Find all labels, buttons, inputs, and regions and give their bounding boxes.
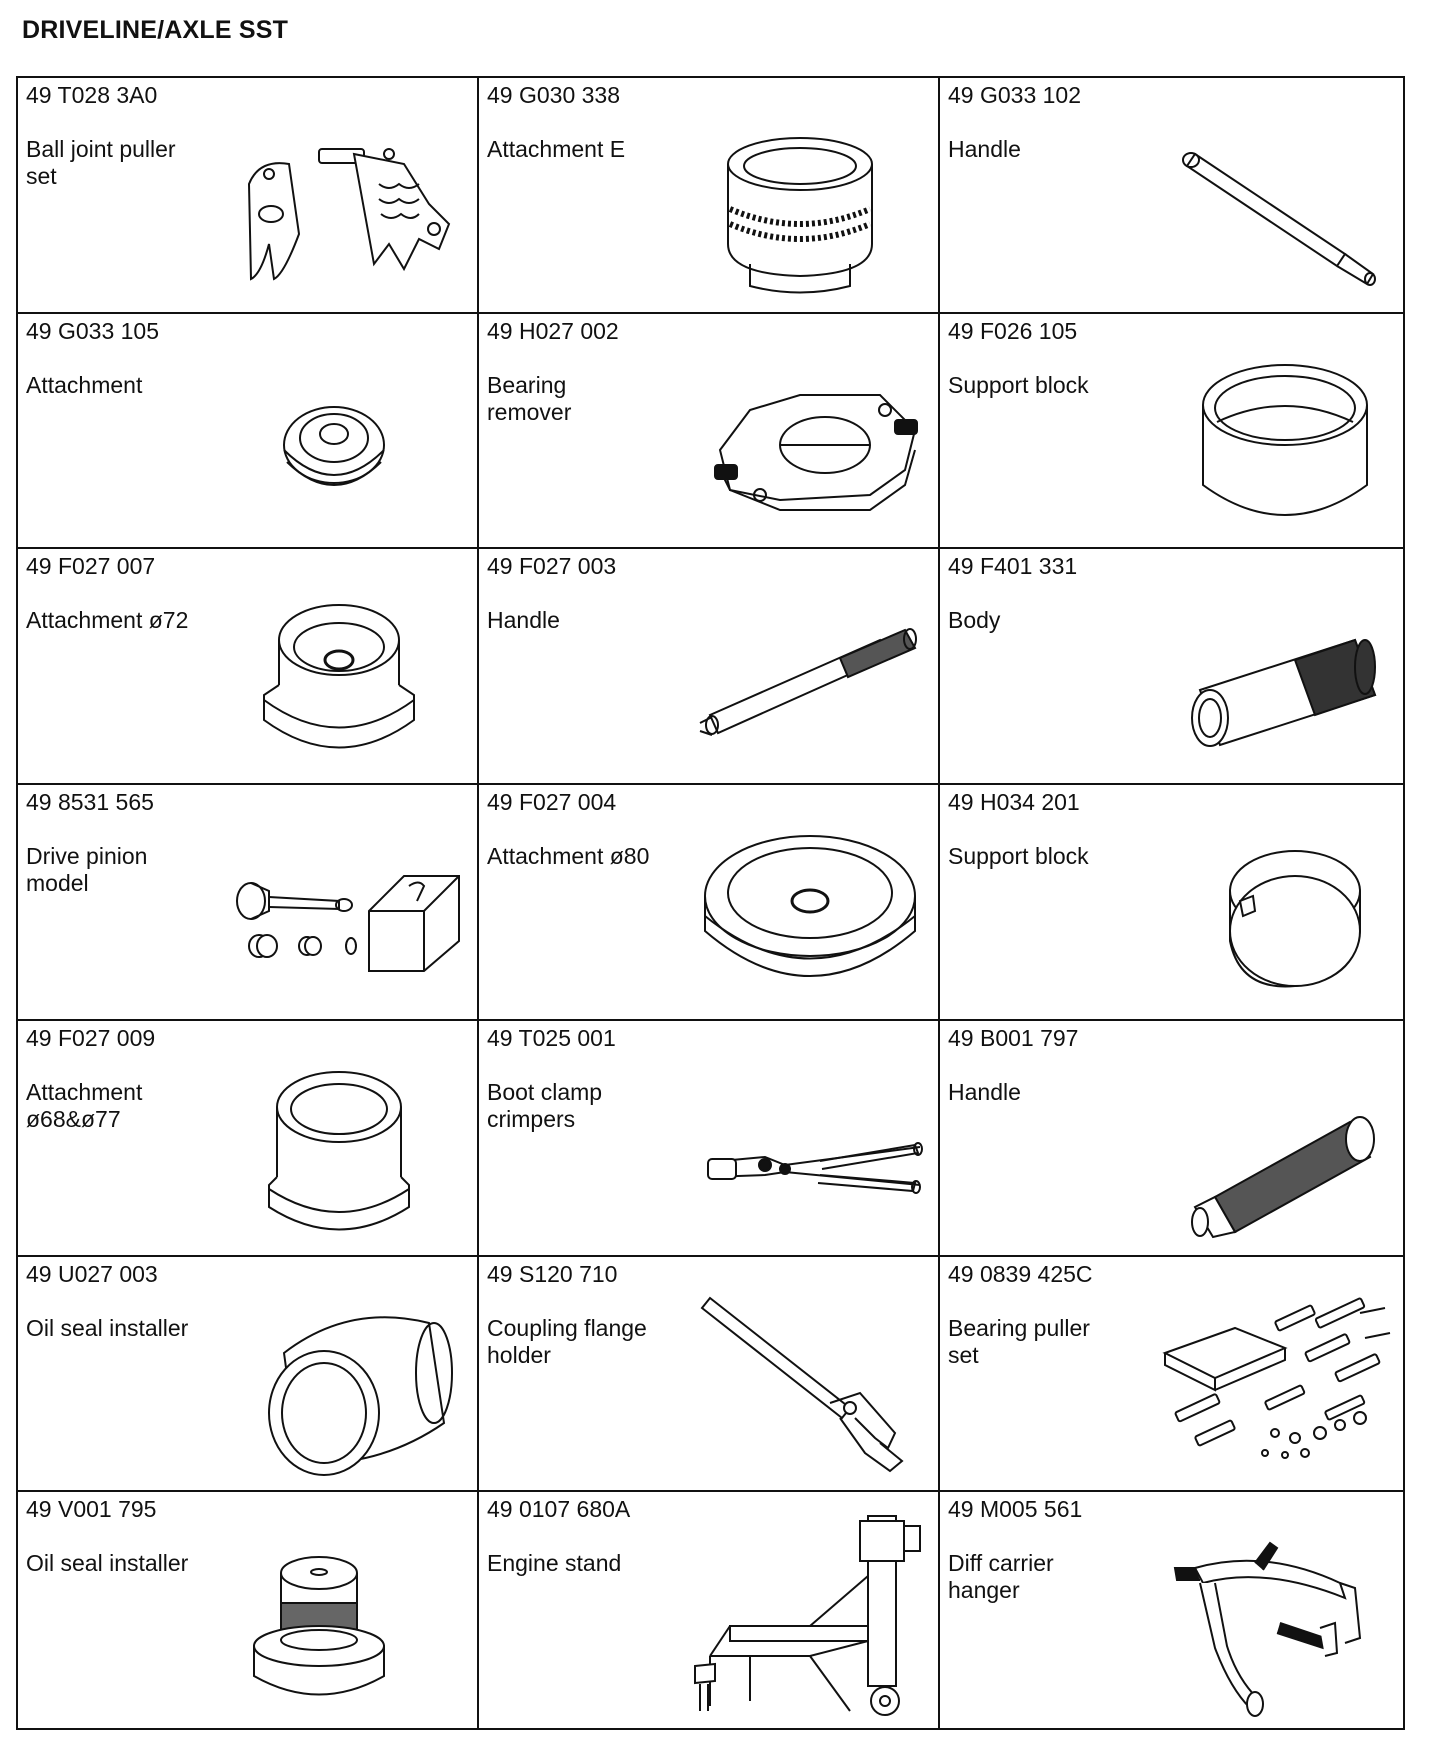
tool-cell	[940, 1257, 1403, 1493]
diff-carrier-hanger-icon	[1155, 1528, 1395, 1718]
small-attachment-icon	[229, 350, 469, 540]
part-number: 49 F027 007	[26, 553, 156, 580]
tool-name: Handle	[487, 607, 560, 634]
part-number: 49 G033 105	[26, 317, 160, 344]
oil-seal-cylinder-icon	[229, 1293, 469, 1483]
tool-name: Handle	[948, 136, 1021, 162]
tool-cell	[940, 785, 1403, 1021]
tool-cell	[18, 1492, 479, 1728]
tool-cell	[479, 1492, 940, 1728]
part-number: 49 F027 003	[487, 553, 617, 580]
part-number: 49 V001 795	[26, 1496, 157, 1523]
attachment-80-icon	[690, 821, 930, 1011]
attachment-68-77-icon	[229, 1057, 469, 1247]
tool-name: Attachment E	[487, 136, 626, 162]
part-number: 49 T028 3A0	[26, 82, 158, 108]
body-sleeve-icon	[1155, 585, 1395, 775]
part-number: 49 F027 004	[487, 789, 617, 816]
engine-stand-icon	[690, 1506, 930, 1718]
tool-cell	[479, 1257, 940, 1493]
part-number: 49 0839 425C	[948, 1260, 1093, 1287]
part-number: 49 F401 331	[948, 553, 1078, 580]
tool-cell	[479, 549, 940, 785]
attachment-e-icon	[690, 114, 930, 304]
tool-name: Bearing remover	[487, 371, 572, 425]
part-number: 49 T025 001	[487, 1024, 616, 1051]
oil-seal-knurled-icon	[229, 1528, 469, 1718]
part-number: 49 0107 680A	[487, 1496, 631, 1523]
part-number: 49 8531 565	[26, 789, 154, 816]
tool-name: Body	[948, 607, 1001, 634]
part-number: 49 F026 105	[948, 317, 1078, 344]
tool-name: Oil seal installer	[26, 1550, 189, 1577]
tool-cell	[18, 78, 479, 314]
crimpers-icon	[690, 1057, 930, 1247]
tool-name: Attachment	[26, 371, 143, 398]
slotted-support-block-icon	[1155, 821, 1395, 1011]
part-number: 49 M005 561	[948, 1496, 1083, 1523]
tool-name: Ball joint puller set	[26, 136, 176, 189]
bearing-remover-icon	[690, 350, 930, 540]
tool-cell	[940, 314, 1403, 550]
tool-name: Engine stand	[487, 1550, 622, 1577]
part-number: 49 G030 338	[487, 82, 621, 108]
tool-cell	[18, 1021, 479, 1257]
tool-cell	[940, 549, 1403, 785]
tool-cell	[479, 1021, 940, 1257]
handle-rod-icon	[1155, 114, 1395, 304]
tool-name: Diff carrier hanger	[948, 1550, 1054, 1604]
tool-name: Bearing puller set	[948, 1314, 1090, 1368]
part-number: 49 G033 102	[948, 82, 1082, 108]
tool-cell	[18, 549, 479, 785]
tool-cell	[18, 785, 479, 1021]
part-number: 49 B001 797	[948, 1024, 1079, 1051]
knurled-grip-handle-icon	[1155, 1057, 1395, 1247]
page-title: DRIVELINE/AXLE SST	[22, 16, 289, 44]
tool-cell	[479, 785, 940, 1021]
tool-name: Attachment ø72	[26, 607, 189, 634]
knurled-handle-icon	[690, 585, 930, 775]
tool-name: Support block	[948, 843, 1089, 870]
tool-name: Support block	[948, 371, 1089, 398]
part-number: 49 U027 003	[26, 1260, 158, 1287]
bearing-puller-set-icon	[1155, 1293, 1395, 1483]
tool-name: Drive pinion model	[26, 843, 148, 897]
part-number: 49 S120 710	[487, 1260, 618, 1287]
tool-cell	[18, 1257, 479, 1493]
drive-pinion-model-icon	[229, 821, 469, 1011]
attachment-72-icon	[229, 585, 469, 775]
part-number: 49 H027 002	[487, 317, 619, 344]
part-number: 49 F027 009	[26, 1024, 156, 1051]
tool-name: Attachment ø68&ø77	[26, 1078, 143, 1132]
tool-name: Handle	[948, 1078, 1021, 1105]
flange-holder-icon	[690, 1293, 930, 1483]
tool-grid	[16, 76, 1405, 1730]
ball-joint-puller-icon	[229, 114, 469, 304]
tool-name: Oil seal installer	[26, 1314, 189, 1341]
tool-cell	[18, 314, 479, 550]
tool-cell	[479, 314, 940, 550]
support-block-ring-icon	[1155, 350, 1395, 540]
part-number: 49 H034 201	[948, 789, 1080, 816]
tool-name: Boot clamp crimpers	[487, 1078, 603, 1132]
tool-cell	[479, 78, 940, 314]
tool-cell	[940, 1021, 1403, 1257]
tool-name: Attachment ø80	[487, 843, 650, 870]
tool-name: Coupling flange holder	[487, 1314, 647, 1368]
tool-cell	[940, 78, 1403, 314]
tool-cell	[940, 1492, 1403, 1728]
